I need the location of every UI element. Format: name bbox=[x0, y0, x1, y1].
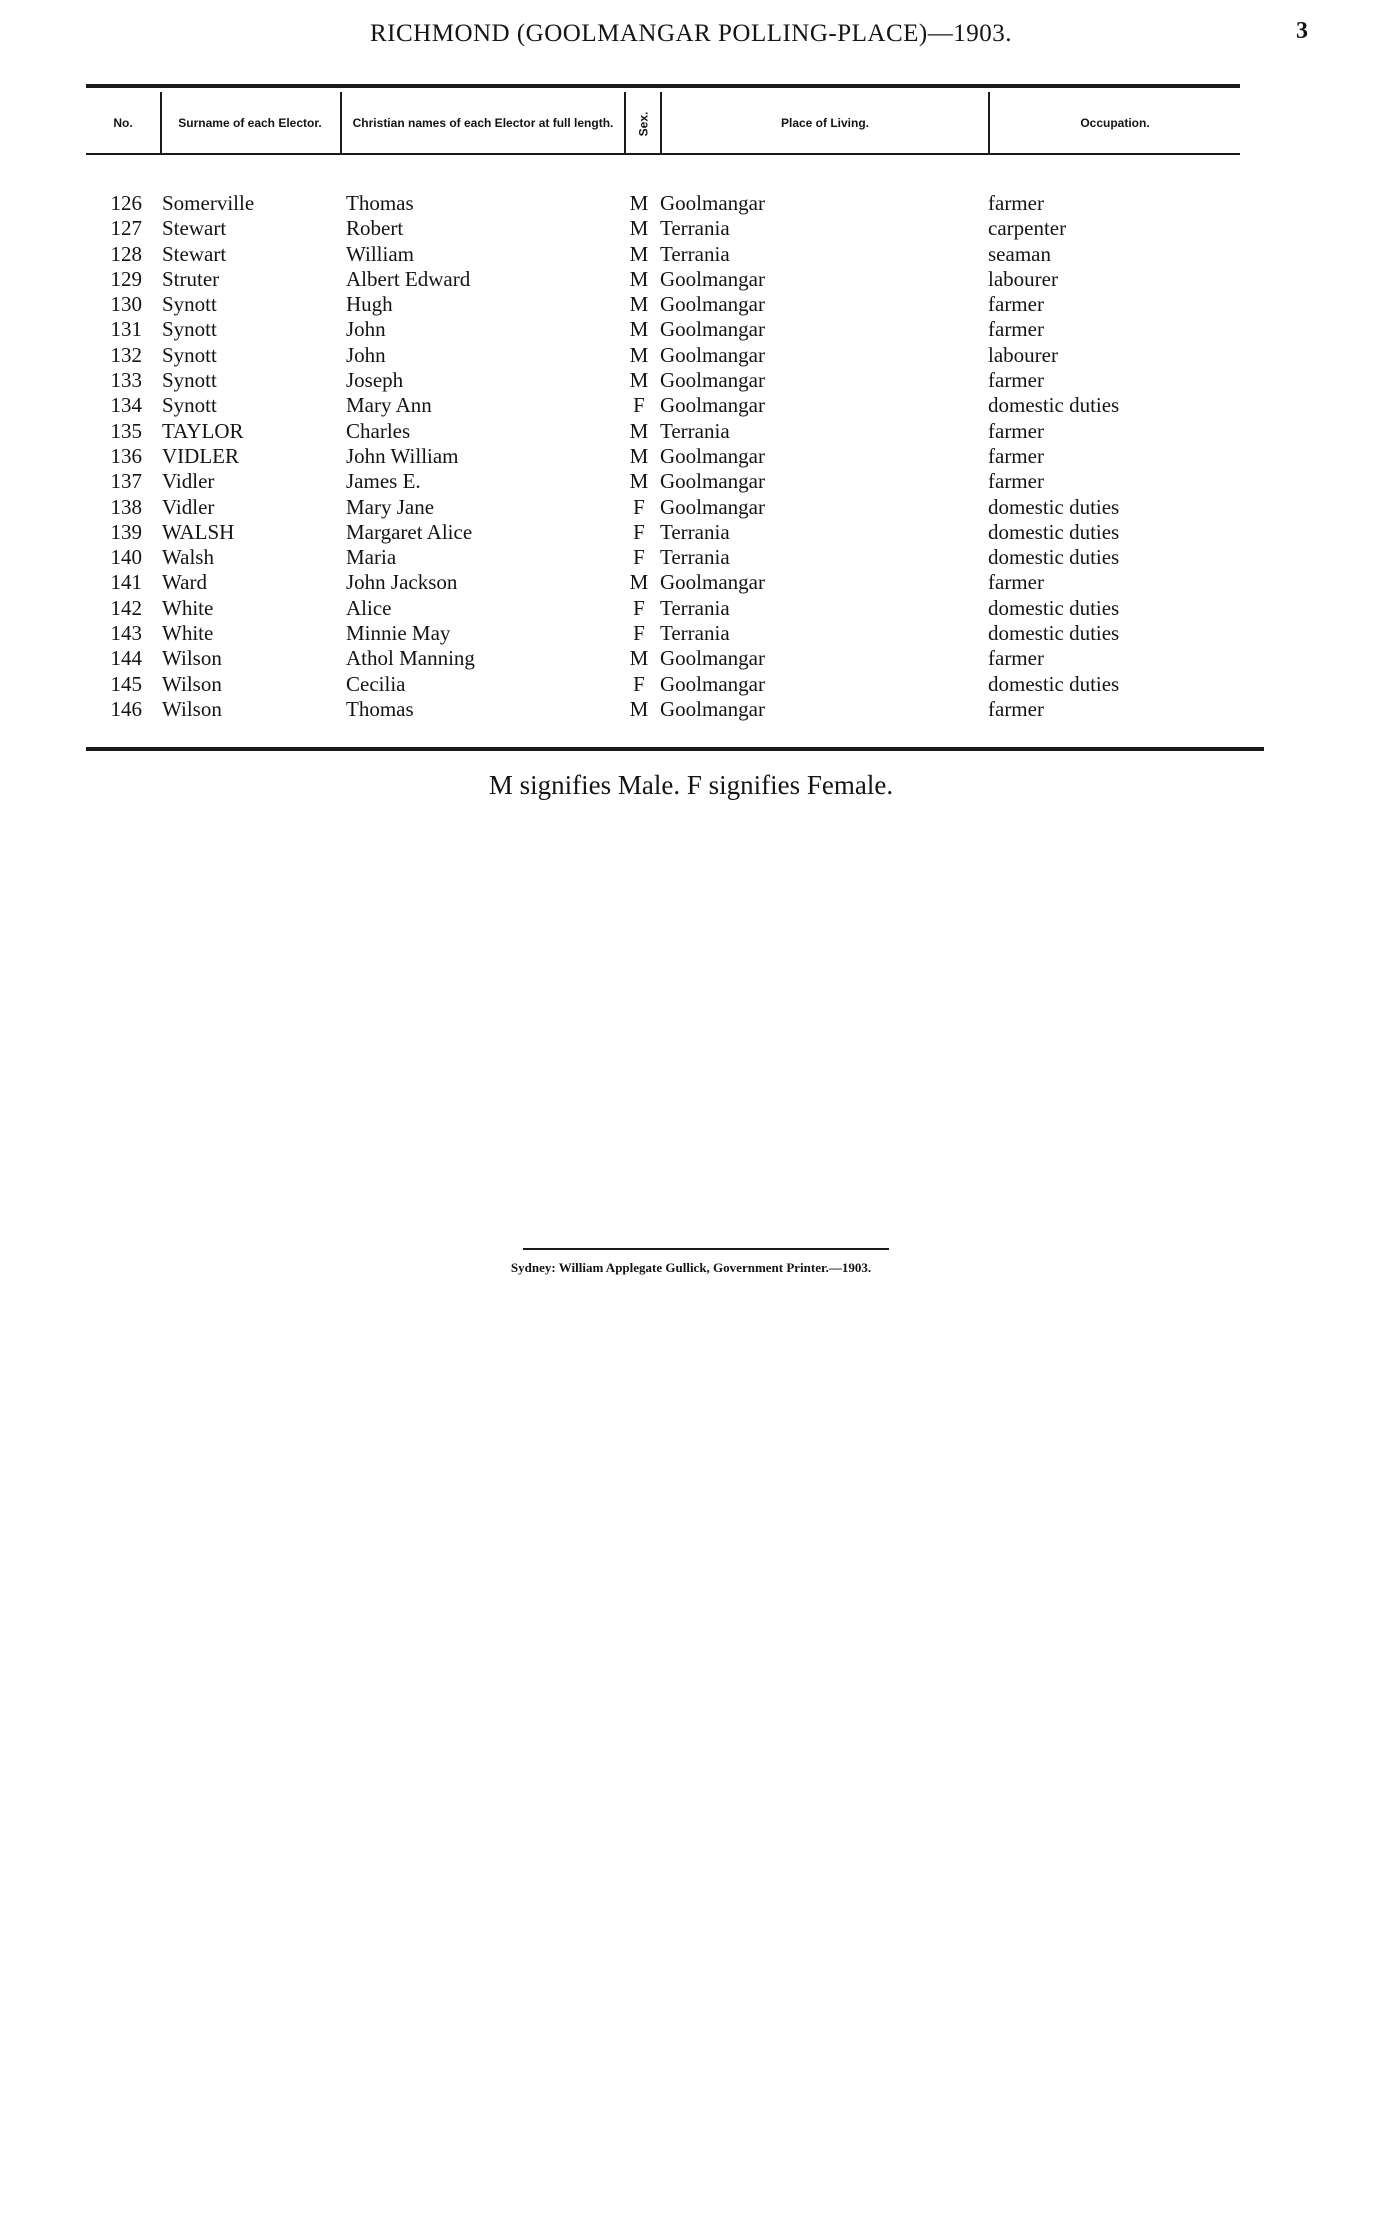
elector-place-of-living: Terrania bbox=[660, 216, 730, 241]
elector-surname: Synott bbox=[162, 292, 217, 317]
col-separator bbox=[160, 92, 162, 154]
elector-christian-names: Charles bbox=[346, 418, 411, 443]
elector-sex: M bbox=[629, 469, 649, 494]
elector-surname: WALSH bbox=[162, 519, 235, 544]
elector-christian-names: John bbox=[346, 342, 386, 367]
table-bottom-rule bbox=[86, 747, 1264, 751]
elector-surname: Synott bbox=[162, 368, 217, 393]
elector-christian-names: John Jackson bbox=[346, 570, 458, 595]
table-row bbox=[0, 444, 1382, 469]
page-title: RICHMOND (GOOLMANGAR POLLING-PLACE)—1903. bbox=[369, 20, 1012, 47]
table-row bbox=[0, 672, 1382, 697]
elector-sex: M bbox=[629, 368, 649, 393]
elector-occupation: farmer bbox=[988, 368, 1044, 393]
elector-christian-names: Thomas bbox=[346, 191, 414, 215]
elector-surname: Wilson bbox=[162, 671, 222, 696]
elector-sex: M bbox=[629, 443, 649, 468]
elector-surname: Vidler bbox=[162, 494, 215, 519]
elector-surname: Ward bbox=[162, 570, 207, 595]
elector-christian-names: Cecilia bbox=[346, 671, 406, 696]
elector-sex: F bbox=[633, 545, 645, 570]
header-place: Place of Living. bbox=[780, 116, 870, 130]
elector-sex: M bbox=[629, 646, 649, 671]
elector-sex: M bbox=[629, 292, 649, 317]
elector-surname: Somerville bbox=[162, 191, 255, 215]
elector-number: 131 bbox=[110, 317, 142, 342]
elector-place-of-living: Goolmangar bbox=[660, 469, 765, 494]
elector-sex: M bbox=[629, 241, 649, 266]
elector-christian-names: Hugh bbox=[346, 292, 393, 317]
elector-occupation: domestic duties bbox=[988, 621, 1120, 646]
elector-place-of-living: Terrania bbox=[660, 621, 730, 646]
elector-sex: M bbox=[629, 418, 649, 443]
elector-christian-names: John bbox=[346, 317, 386, 342]
elector-place-of-living: Goolmangar bbox=[660, 646, 765, 671]
table-header-rule bbox=[86, 153, 1240, 155]
elector-occupation: farmer bbox=[988, 418, 1044, 443]
elector-place-of-living: Goolmangar bbox=[660, 191, 765, 215]
sex-legend: M signifies Male. F signifies Female. bbox=[488, 770, 894, 800]
table-row bbox=[0, 520, 1382, 545]
elector-sex: F bbox=[633, 595, 645, 620]
elector-number: 129 bbox=[110, 266, 142, 291]
table-row bbox=[0, 495, 1382, 520]
table-row bbox=[0, 216, 1382, 241]
table-row bbox=[0, 343, 1382, 368]
elector-surname: VIDLER bbox=[162, 443, 239, 468]
elector-occupation: domestic duties bbox=[988, 595, 1120, 620]
elector-place-of-living: Terrania bbox=[660, 241, 730, 266]
col-separator bbox=[624, 92, 626, 154]
header-occupation: Occupation. bbox=[1080, 116, 1150, 130]
table-row bbox=[0, 545, 1382, 570]
elector-christian-names: Thomas bbox=[346, 696, 414, 721]
elector-place-of-living: Goolmangar bbox=[660, 696, 765, 721]
elector-occupation: farmer bbox=[988, 469, 1044, 494]
elector-occupation: domestic duties bbox=[988, 519, 1120, 544]
elector-occupation: labourer bbox=[988, 342, 1058, 367]
elector-occupation: farmer bbox=[988, 443, 1044, 468]
header-surname: Surname of each Elector. bbox=[178, 116, 322, 130]
elector-christian-names: Margaret Alice bbox=[346, 519, 473, 544]
table-row bbox=[0, 242, 1382, 267]
table-row bbox=[0, 646, 1382, 671]
table-row bbox=[0, 570, 1382, 595]
table-row bbox=[0, 191, 1382, 216]
elector-place-of-living: Goolmangar bbox=[660, 317, 765, 342]
elector-surname: TAYLOR bbox=[162, 418, 244, 443]
elector-occupation: farmer bbox=[988, 292, 1044, 317]
footer-rule bbox=[523, 1248, 889, 1250]
elector-christian-names: Mary Jane bbox=[346, 494, 435, 519]
elector-surname: Wilson bbox=[162, 696, 222, 721]
elector-place-of-living: Goolmangar bbox=[660, 494, 765, 519]
elector-number: 138 bbox=[110, 494, 142, 519]
elector-sex: M bbox=[629, 216, 649, 241]
elector-surname: Synott bbox=[162, 317, 217, 342]
elector-surname: Synott bbox=[162, 393, 217, 418]
elector-number: 127 bbox=[110, 216, 142, 241]
elector-place-of-living: Goolmangar bbox=[660, 443, 765, 468]
elector-occupation: seaman bbox=[988, 241, 1051, 266]
elector-place-of-living: Goolmangar bbox=[660, 393, 765, 418]
table-row bbox=[0, 697, 1382, 722]
header-sex bbox=[628, 100, 658, 148]
elector-place-of-living: Goolmangar bbox=[660, 266, 765, 291]
elector-number: 146 bbox=[110, 696, 142, 721]
elector-occupation: domestic duties bbox=[988, 545, 1120, 570]
elector-surname: White bbox=[162, 621, 214, 646]
elector-christian-names: Alice bbox=[346, 595, 392, 620]
elector-surname: Wilson bbox=[162, 646, 222, 671]
elector-occupation: domestic duties bbox=[988, 393, 1120, 418]
elector-number: 130 bbox=[110, 292, 142, 317]
elector-sex: F bbox=[633, 519, 645, 544]
elector-number: 139 bbox=[110, 519, 142, 544]
elector-place-of-living: Goolmangar bbox=[660, 292, 765, 317]
elector-christian-names: John William bbox=[346, 443, 459, 468]
elector-christian-names: Athol Manning bbox=[346, 646, 475, 671]
elector-surname: Walsh bbox=[162, 545, 214, 570]
elector-sex: F bbox=[633, 621, 645, 646]
elector-christian-names: William bbox=[346, 241, 414, 266]
table-row bbox=[0, 292, 1382, 317]
elector-number: 134 bbox=[110, 393, 142, 418]
elector-place-of-living: Goolmangar bbox=[660, 342, 765, 367]
col-separator bbox=[340, 92, 342, 154]
elector-occupation: farmer bbox=[988, 317, 1044, 342]
elector-number: 126 bbox=[110, 191, 142, 215]
elector-christian-names: Minnie May bbox=[346, 621, 451, 646]
elector-surname: Synott bbox=[162, 342, 217, 367]
table-row bbox=[0, 393, 1382, 418]
table-row bbox=[0, 267, 1382, 292]
header-sex-label: Sex. bbox=[636, 111, 650, 137]
elector-surname: Stewart bbox=[162, 241, 227, 266]
elector-christian-names: Maria bbox=[346, 545, 397, 570]
elector-place-of-living: Goolmangar bbox=[660, 368, 765, 393]
elector-place-of-living: Goolmangar bbox=[660, 570, 765, 595]
elector-number: 137 bbox=[110, 469, 142, 494]
elector-christian-names: Mary Ann bbox=[346, 393, 432, 418]
elector-christian-names: James E. bbox=[346, 469, 421, 494]
elector-occupation: farmer bbox=[988, 570, 1044, 595]
elector-sex: M bbox=[629, 317, 649, 342]
elector-number: 143 bbox=[110, 621, 142, 646]
elector-number: 132 bbox=[110, 342, 142, 367]
elector-sex: M bbox=[629, 266, 649, 291]
elector-sex: M bbox=[629, 570, 649, 595]
table-row bbox=[0, 469, 1382, 494]
elector-christian-names: Robert bbox=[346, 216, 404, 241]
table-row bbox=[0, 368, 1382, 393]
elector-number: 141 bbox=[110, 570, 142, 595]
elector-surname: Struter bbox=[162, 266, 220, 291]
elector-sex: F bbox=[633, 494, 645, 519]
elector-number: 142 bbox=[110, 595, 142, 620]
elector-number: 135 bbox=[110, 418, 142, 443]
elector-number: 133 bbox=[110, 368, 142, 393]
elector-occupation: domestic duties bbox=[988, 671, 1120, 696]
elector-surname: Vidler bbox=[162, 469, 215, 494]
elector-occupation: farmer bbox=[988, 696, 1044, 721]
elector-occupation: carpenter bbox=[988, 216, 1067, 241]
page-number: 3 bbox=[1296, 18, 1308, 44]
elector-number: 140 bbox=[110, 545, 142, 570]
elector-place-of-living: Terrania bbox=[660, 418, 730, 443]
elector-place-of-living: Terrania bbox=[660, 545, 730, 570]
table-top-rule bbox=[86, 84, 1240, 88]
elector-number: 136 bbox=[110, 443, 142, 468]
table-row bbox=[0, 419, 1382, 444]
elector-number: 128 bbox=[110, 241, 142, 266]
elector-occupation: farmer bbox=[988, 646, 1044, 671]
elector-sex: F bbox=[633, 671, 645, 696]
elector-sex: M bbox=[629, 191, 649, 215]
printer-imprint: Sydney: William Applegate Gullick, Government Printer.—1903. bbox=[510, 1260, 872, 1275]
elector-place-of-living: Terrania bbox=[660, 519, 730, 544]
elector-sex: M bbox=[629, 696, 649, 721]
elector-christian-names: Albert Edward bbox=[346, 266, 471, 291]
elector-christian-names: Joseph bbox=[346, 368, 404, 393]
table-row bbox=[0, 621, 1382, 646]
elector-sex: F bbox=[633, 393, 645, 418]
elector-surname: Stewart bbox=[162, 216, 227, 241]
elector-number: 145 bbox=[110, 671, 142, 696]
electors-table-body bbox=[0, 191, 1382, 722]
elector-occupation: farmer bbox=[988, 191, 1044, 215]
header-no: No. bbox=[113, 116, 133, 130]
elector-place-of-living: Goolmangar bbox=[660, 671, 765, 696]
table-row bbox=[0, 596, 1382, 621]
elector-occupation: labourer bbox=[988, 266, 1058, 291]
header-christian: Christian names of each Elector at full length. bbox=[352, 116, 614, 130]
elector-number: 144 bbox=[110, 646, 142, 671]
elector-surname: White bbox=[162, 595, 214, 620]
elector-sex: M bbox=[629, 342, 649, 367]
table-row bbox=[0, 317, 1382, 342]
elector-occupation: domestic duties bbox=[988, 494, 1120, 519]
elector-place-of-living: Terrania bbox=[660, 595, 730, 620]
